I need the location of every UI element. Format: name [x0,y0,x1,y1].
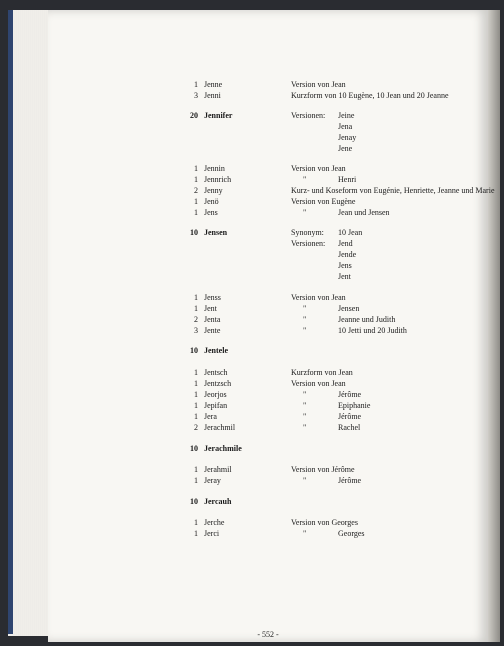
book-right-edge [488,10,500,642]
entry-count: 2 [194,186,198,195]
entry-name: Jeorjos [204,390,227,399]
entry-sub: Jeanne und Judith [338,315,396,324]
entry-name: Jennrich [204,175,232,184]
entry-desc: Version von Georges [291,518,358,527]
entry-count: 10 [190,497,198,506]
entry-count: 1 [194,304,198,313]
entry-name: Jennin [204,164,225,173]
entry-name: Jenta [204,315,221,324]
entry-mark: " [303,390,307,399]
entry-desc: Kurz- und Koseform von Eugénie, Henriette, Jeanne und Marie [291,186,495,195]
entry-name: Jepifan [204,401,228,410]
entry-count: 1 [194,80,198,89]
entry-name: Jensen [204,228,228,237]
entry-name: Jent [204,304,217,313]
entry-count: 1 [194,379,198,388]
entry-mark: " [303,175,307,184]
entry-count: 1 [194,518,198,527]
entry-name: Jeray [204,476,221,485]
entry-name: Jennifer [204,111,233,120]
entry-count: 1 [194,529,198,538]
entry-sub: Jent [338,272,351,281]
entry-count: 3 [194,91,198,100]
entry-name: Jente [204,326,221,335]
entry-mark: " [303,412,307,421]
entry-sub: 10 Jean [338,228,363,237]
entry-sub: Jeine [338,111,355,120]
entry-name: Jercauh [204,497,232,506]
entry-mark: " [303,304,307,313]
entry-mark: " [303,208,307,217]
entry-count: 10 [190,444,198,453]
entry-sub: Epiphanie [338,401,371,410]
entry-name: Jerachmil [204,423,236,432]
entry-sub: Jena [338,122,353,131]
entry-sub: Jensen [338,304,360,313]
entry-count: 1 [194,412,198,421]
entry-count: 2 [194,315,198,324]
entry-sub: Jende [338,250,357,259]
entry-count: 1 [194,175,198,184]
entry-name: Jentzsch [204,379,232,388]
entry-mark: " [303,326,307,335]
entry-sub: Georges [338,529,365,538]
book-spine [8,10,13,634]
entry-sub: Jérôme [338,412,362,421]
page-number: - 552 - [257,630,279,639]
entry-sub: Jérôme [338,476,362,485]
entry-name: Jenny [204,186,223,195]
entry-name: Jenni [204,91,221,100]
entry-name: Jenö [204,197,219,206]
entry-count: 1 [194,390,198,399]
entry-count: 3 [194,326,198,335]
entry-count: 1 [194,197,198,206]
page-edges [8,10,48,636]
entry-name: Jerche [204,518,225,527]
entry-name: Jenne [204,80,223,89]
entry-desc: Kurzform von Jean [291,368,353,377]
entry-sub: Jenay [338,133,357,142]
entry-name: Jens [204,208,218,217]
entry-sub: Rachel [338,423,361,432]
entry-mark: " [303,315,307,324]
entry-name: Jenss [204,293,221,302]
entry-desc: Version von Jean [291,379,346,388]
entry-mark: " [303,423,307,432]
entry-desc: Version von Eugène [291,197,356,206]
entry-count: 1 [194,293,198,302]
entry-count: 1 [194,368,198,377]
entry-name: Jentele [204,346,228,355]
entry-sub: 10 Jetti und 20 Judith [338,326,407,335]
entry-count: 1 [194,401,198,410]
entry-count: 2 [194,423,198,432]
entry-sub: Henri [338,175,357,184]
entry-count: 10 [190,346,198,355]
entry-desc: Version von Jérôme [291,465,355,474]
entry-mark: " [303,476,307,485]
entry-desc: Synonym: [291,228,324,237]
entry-name: Jerahmil [204,465,232,474]
entry-sub: Jérôme [338,390,362,399]
entry-mark: " [303,401,307,410]
entry-count: 1 [194,208,198,217]
entry-name: Jerci [204,529,220,538]
entry-desc: Version von Jean [291,80,346,89]
entry-count: 1 [194,476,198,485]
entry-sub: Jean und Jensen [338,208,390,217]
entry-desc: Versionen: [291,239,326,248]
entry-name: Jentsch [204,368,228,377]
entry-sub: Jend [338,239,353,248]
entry-count: 10 [190,228,198,237]
entry-mark: " [303,529,307,538]
entry-desc: Version von Jean [291,164,346,173]
book-page [48,10,495,642]
entry-count: 20 [190,111,198,120]
entry-sub: Jene [338,144,353,153]
entry-name: Jera [204,412,217,421]
entry-count: 1 [194,164,198,173]
entry-name: Jerachmile [204,444,242,453]
entry-desc: Versionen: [291,111,326,120]
entry-desc: Version von Jean [291,293,346,302]
entry-count: 1 [194,465,198,474]
entry-sub: Jens [338,261,352,270]
entry-desc: Kurzform von 10 Eugène, 10 Jean und 20 Jeanne [291,91,449,100]
